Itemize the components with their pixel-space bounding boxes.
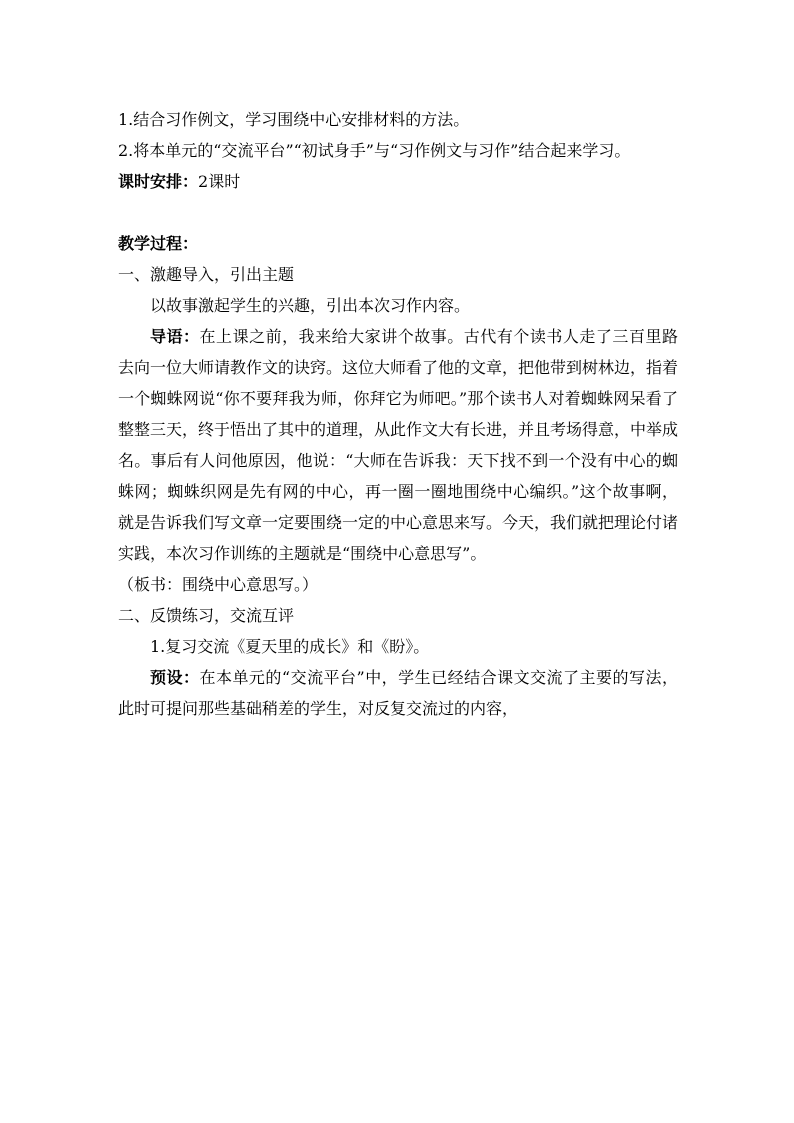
goal-item-2: 2.将本单元的“交流平台”“初试身手”与“习作例文与习作”结合起来学习。	[118, 141, 631, 160]
section-1-intro: 以故事激起学生的兴趣，引出本次习作内容。	[150, 296, 471, 315]
preset-paragraph	[118, 662, 678, 724]
section-2-title: 二、反馈练习，交流互评	[118, 606, 295, 625]
board-note: （板书：围绕中心意思写。）	[118, 575, 319, 594]
section-1-title: 一、激趣导入，引出主题	[118, 265, 295, 284]
schedule-line	[118, 166, 678, 197]
preset-label: 预设：	[150, 668, 200, 687]
process-heading: 教学过程：	[118, 234, 199, 253]
spacer	[118, 197, 678, 228]
guide-text: 在上课之前，我来给大家讲个故事。古代有个读书人走了三百里路去向一位大师请教作文的诀窍。这位大师看了他的文章，把他带到树林边，指着一个蜘蛛网说“你不要拜我为师，你拜它为师吧。”那个读书人对着蜘蛛网呆看了整整三天，终于悟出了其中的道理，从此作文大有长进，并且考场得意，中举成名。事后有人问他原因，他说：“大师在告诉我：天下找不到一个没有中心的蜘蛛网；蜘蛛织网是先有网的中心，再一圈一圈地围绕中心编织。”这个故事啊，就是告诉我们写文章一定要围绕一定的中心意思来写。今天，我们就把理论付诸实践，本次习作训练的主题就是“围绕中心意思写”。	[118, 327, 679, 563]
document-body	[118, 104, 678, 724]
preset-text: 在本单元的“交流平台”中，学生已经结合课文交流了主要的写法，此时可提问那些基础稍差的学生，对反复交流过的内容，	[118, 668, 678, 718]
schedule-value: 2课时	[198, 172, 241, 191]
review-item: 1.复习交流《夏天里的成长》和《盼》。	[150, 637, 430, 656]
guide-label: 导语：	[150, 327, 200, 346]
goal-item-1: 1.结合习作例文，学习围绕中心安排材料的方法。	[118, 110, 470, 129]
schedule-label: 课时安排：	[118, 172, 199, 191]
guide-paragraph	[118, 321, 678, 569]
